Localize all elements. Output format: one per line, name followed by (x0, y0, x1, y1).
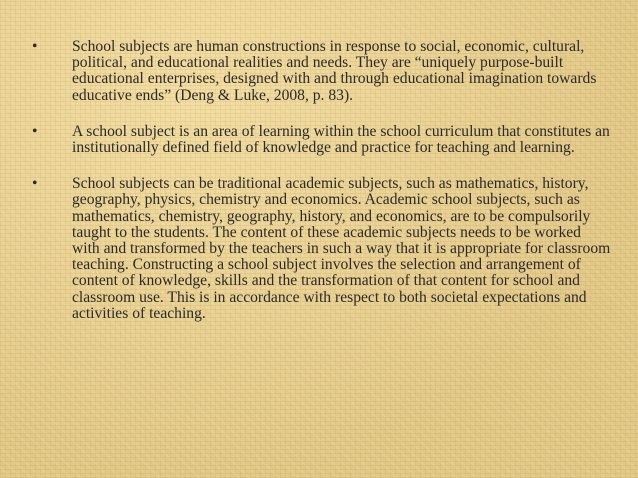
bullet-item-academic-subjects (32, 176, 612, 322)
bullet-dot-icon: • (32, 122, 38, 140)
bullet-text: A school subject is an area of learning within the school curriculum that constitutes an institutionally defined field of knowledge and practice for teaching and learning. (72, 122, 610, 157)
bullet-text: School subjects can be traditional academic subjects, such as mathematics, history, geography, physics, chemistry and economics. Academic school subjects, such as mathematics, chemistry, geography, history, and economics, are to be compulsorily taught to the students. The content of these academic subjects needs to be worked with and transformed by the teachers in such a way that it is appropriate for classroom teaching. Constructing a school subject involves the selection and arrangement of content of knowledge, skills and the transformation of that content for school and classroom use. This is in accordance with respect to both societal expectations and activities of teaching. (72, 175, 611, 322)
bullet-list (32, 39, 612, 342)
bullet-item-subject-definition (32, 124, 612, 156)
bullet-item-subjects-constructions (32, 39, 612, 104)
bullet-text: School subjects are human constructions in response to social, economic, cultural, political, and educational realities and needs. They are “uniquely purpose-built educational enterprises, designed with and through educational imagination towards educative ends” (Deng & Luke, 2008, p. 83). (72, 38, 597, 104)
bullet-dot-icon: • (32, 38, 38, 55)
bullet-dot-icon: • (32, 175, 38, 193)
